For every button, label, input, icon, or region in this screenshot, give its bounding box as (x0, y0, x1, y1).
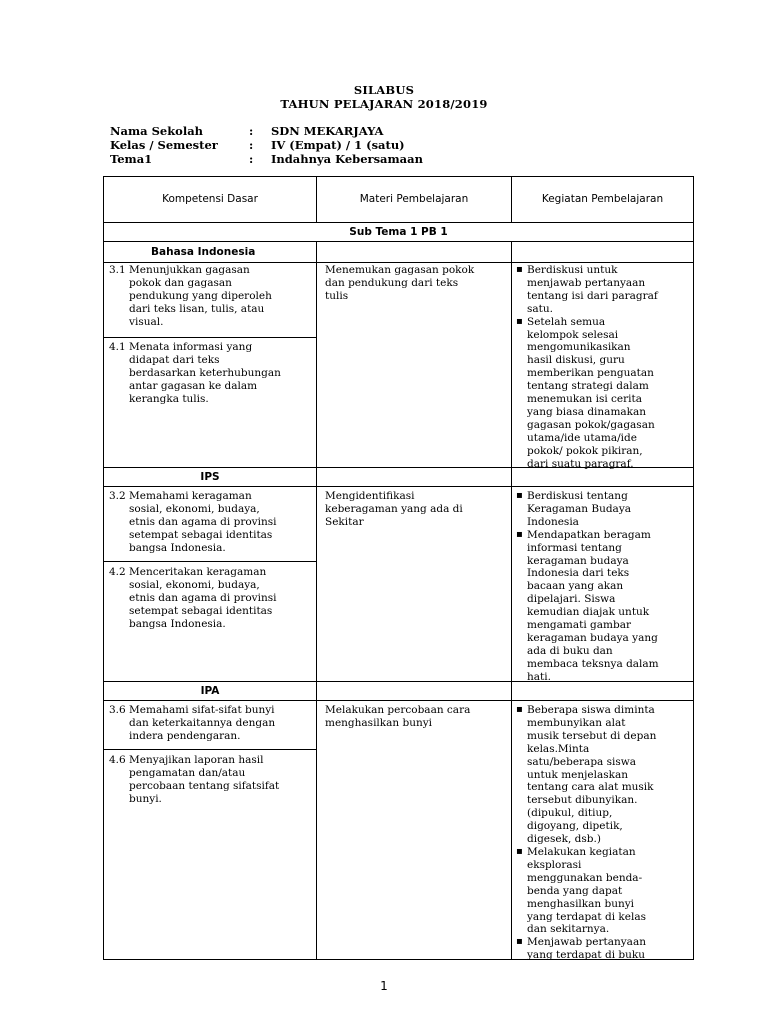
kd-item: 4.2 Menceritakan keragaman sosial, ekonomi, budaya, etnis dan agama di provinsi setempat sebagai identitas bangsa Indonesia. (109, 566, 277, 630)
table-rule (103, 222, 694, 223)
info-colon: : (249, 124, 254, 138)
kegiatan-item: ▪ Beberapa siswa diminta membunyikan alat musik tersebut di depan kelas.Minta satu/beberapa siswa untuk menjelaskan tentang cara alat musik tersebut dibunyikan. (dipukul, ditiup, digoyang, dipetik, digesek, dsb.) (516, 704, 692, 846)
table-col-rule (316, 241, 317, 960)
info-colon: : (249, 138, 254, 152)
table-border-top (103, 176, 694, 177)
table-rule (103, 241, 694, 242)
materi-text: Mengidentifikasi keberagaman yang ada di Sekitar (325, 490, 463, 528)
table-border-right (693, 176, 694, 960)
info-value: IV (Empat) / 1 (satu) (271, 138, 405, 152)
kd-item: 4.6 Menyajikan laporan hasil pengamatan dan/atau percobaan tentang sifatsifat bunyi. (109, 754, 280, 805)
subject-ipa: IPA (200, 685, 220, 697)
document-subtitle: TAHUN PELAJARAN 2018/2019 (280, 97, 488, 111)
document-title: SILABUS (353, 83, 415, 97)
col-header-materi: Materi Pembelajaran (359, 193, 469, 205)
kegiatan-item: ▪ Setelah semua kelompok selesai mengomunikasikan hasil diskusi, guru memberikan penguatan tentang strategi dalam menemukan isi cerita yang biasa dinamakan gagasan pokok/gagasan utama/ide utama/ide pokok/ pokok pikiran, dari suatu paragraf. (516, 316, 692, 471)
subject-ips: IPS (200, 471, 220, 483)
kegiatan-item: ▪ Berdiskusi tentang Keragaman Budaya Indonesia (516, 490, 692, 529)
kegiatan-item: ▪ Melakukan kegiatan eksplorasi menggunakan benda- benda yang dapat menghasilkan bunyi yang terdapat di kelas dan sekitarnya. (516, 846, 692, 936)
kegiatan-list (516, 264, 692, 471)
info-label: Tema1 (110, 152, 153, 166)
table-rule (103, 262, 694, 263)
syllabus-table (103, 176, 694, 960)
table-border-left (103, 176, 104, 960)
info-colon: : (249, 152, 254, 166)
table-rule (103, 700, 694, 701)
info-label: Kelas / Semester (110, 138, 218, 152)
subtheme-label: Sub Tema 1 PB 1 (349, 226, 448, 238)
col-header-kegiatan: Kegiatan Pembelajaran (541, 193, 664, 205)
materi-text: Menemukan gagasan pokok dan pendukung dari teks tulis (325, 264, 475, 302)
info-label: Nama Sekolah (110, 124, 204, 138)
kd-item: 3.2 Memahami keragaman sosial, ekonomi, budaya, etnis dan agama di provinsi setempat sebagai identitas bangsa Indonesia. (109, 490, 277, 554)
info-row-school (110, 124, 423, 138)
kd-item: 3.1 Menunjukkan gagasan pokok dan gagasan pendukung yang diperoleh dari teks lisan, tulis, atau visual. (109, 264, 272, 328)
materi-text: Melakukan percobaan cara menghasilkan bunyi (325, 704, 471, 729)
kegiatan-item: ▪ Berdiskusi untuk menjawab pertanyaan tentang isi dari paragraf satu. (516, 264, 692, 316)
col-header-kompetensi: Kompetensi Dasar (162, 193, 258, 205)
info-value: SDN MEKARJAYA (271, 124, 384, 138)
page-number: 1 (380, 979, 388, 993)
kd-item: 4.1 Menata informasi yang didapat dari teks berdasarkan keterhubungan antar gagasan ke dalam kerangka tulis. (109, 341, 281, 405)
table-rule (103, 486, 694, 487)
kd-item: 3.6 Memahami sifat-sifat bunyi dan keterkaitannya dengan indera pendengaran. (109, 704, 276, 742)
table-col-rule (511, 241, 512, 960)
school-info (110, 124, 423, 166)
kegiatan-item: ▪ Mendapatkan beragam informasi tentang keragaman budaya Indonesia dari teks bacaan yang akan dipelajari. Siswa kemudian diajak untuk mengamati gambar keragaman budaya yang ada di buku dan membaca teksnya dalam hati. (516, 529, 692, 684)
kd-separator (103, 749, 316, 750)
kegiatan-list (516, 704, 692, 962)
info-row-theme (110, 152, 423, 166)
info-value: Indahnya Kebersamaan (271, 152, 423, 166)
kegiatan-list (516, 490, 692, 684)
kd-separator (103, 337, 316, 338)
kegiatan-item: ▪ Menjawab pertanyaan yang terdapat di buku (516, 936, 692, 962)
subject-bahasa-indonesia: Bahasa Indonesia (151, 246, 256, 258)
info-row-class (110, 138, 423, 152)
kd-separator (103, 561, 316, 562)
